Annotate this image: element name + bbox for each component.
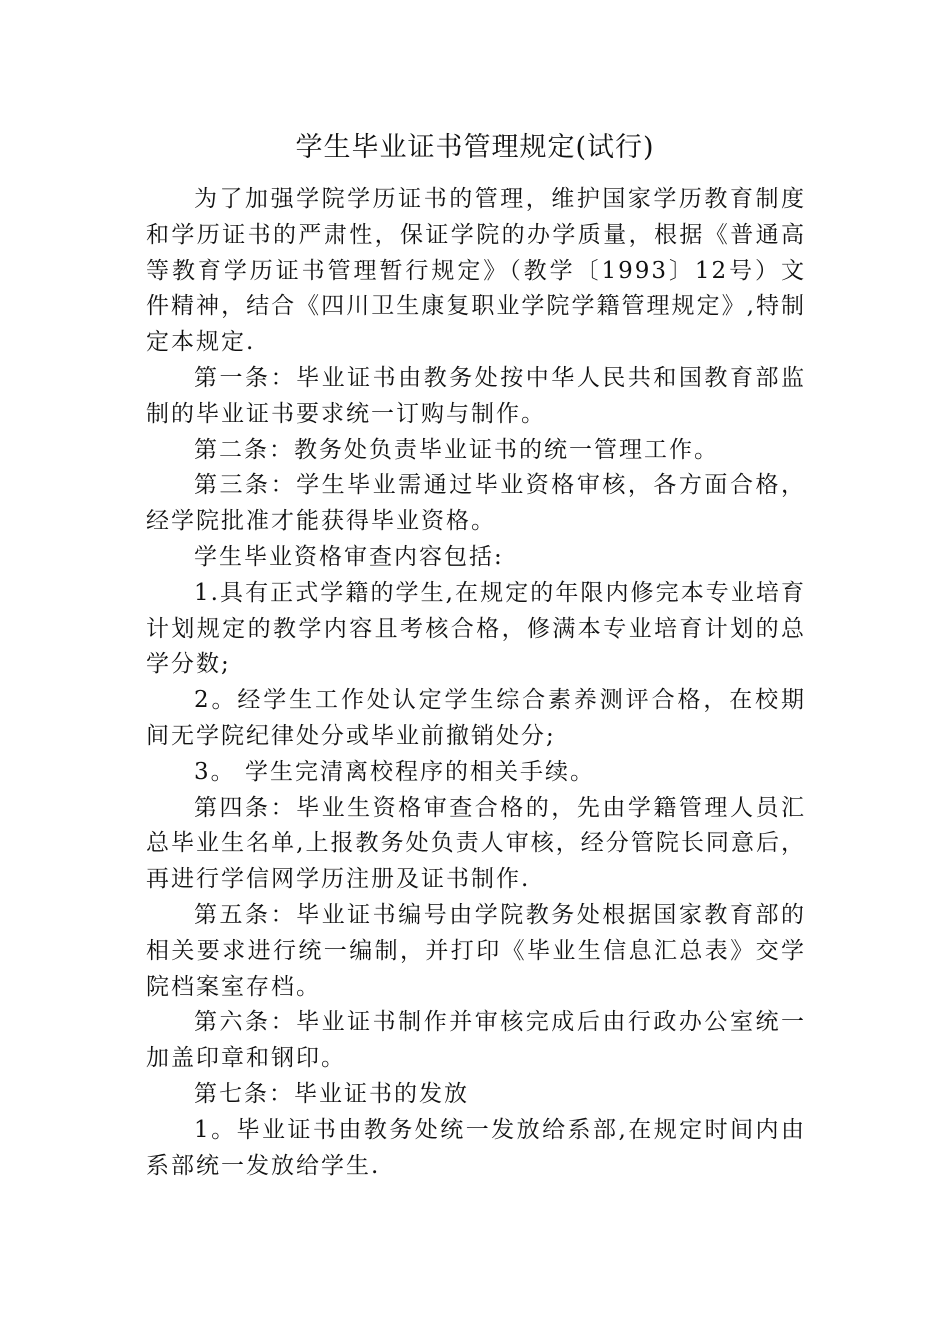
review-item-3: 3。 学生完清离校程序的相关手续。	[194, 758, 595, 785]
article-3: 第三条：学生毕业需通过毕业资格审核，各方面合格，经学院批准才能获得毕业资格。	[146, 472, 806, 535]
article-7-item-1: 1。毕业证书由教务处统一发放给系部,在规定时间内由系部统一发放给学生.	[146, 1116, 806, 1179]
document-body	[146, 182, 806, 1184]
article-5: 第五条：毕业证书编号由学院教务处根据国家教育部的相关要求进行统一编制，并打印《毕业生信息汇总表》交学院档案室存档。	[146, 901, 806, 1000]
article-1: 第一条：毕业证书由教务处按中华人民共和国教育部监制的毕业证书要求统一订购与制作。	[146, 364, 806, 427]
review-item-1: 1.具有正式学籍的学生,在规定的年限内修完本专业培育计划规定的教学内容且考核合格，修满本专业培育计划的总学分数;	[146, 579, 806, 678]
review-item-2: 2。经学生工作处认定学生综合素养测评合格，在校期间无学院纪律处分或毕业前撤销处分;	[146, 687, 806, 749]
article-6: 第六条：毕业证书制作并审核完成后由行政办公室统一加盖印章和钢印。	[146, 1009, 806, 1072]
article-7: 第七条：毕业证书的发放	[194, 1080, 469, 1107]
document-title: 学生毕业证书管理规定(试行)	[295, 132, 655, 163]
intro-paragraph: 为了加强学院学历证书的管理，维护国家学历教育制度和学历证书的严肃性，保证学院的办学质量，根据《普通高等教育学历证书管理暂行规定》（教学〔1993〕12号）文件精神，结合《四川卫生康复职业学院学籍管理规定》,特制定本规定.	[146, 186, 806, 356]
review-content-heading: 学生毕业资格审查内容包括:	[194, 543, 504, 570]
article-2: 第二条：教务处负责毕业证书的统一管理工作。	[194, 436, 719, 463]
article-4: 第四条：毕业生资格审查合格的，先由学籍管理人员汇总毕业生名单,上报教务处负责人审核，经分管院长同意后，再进行学信网学历注册及证书制作.	[146, 794, 806, 893]
